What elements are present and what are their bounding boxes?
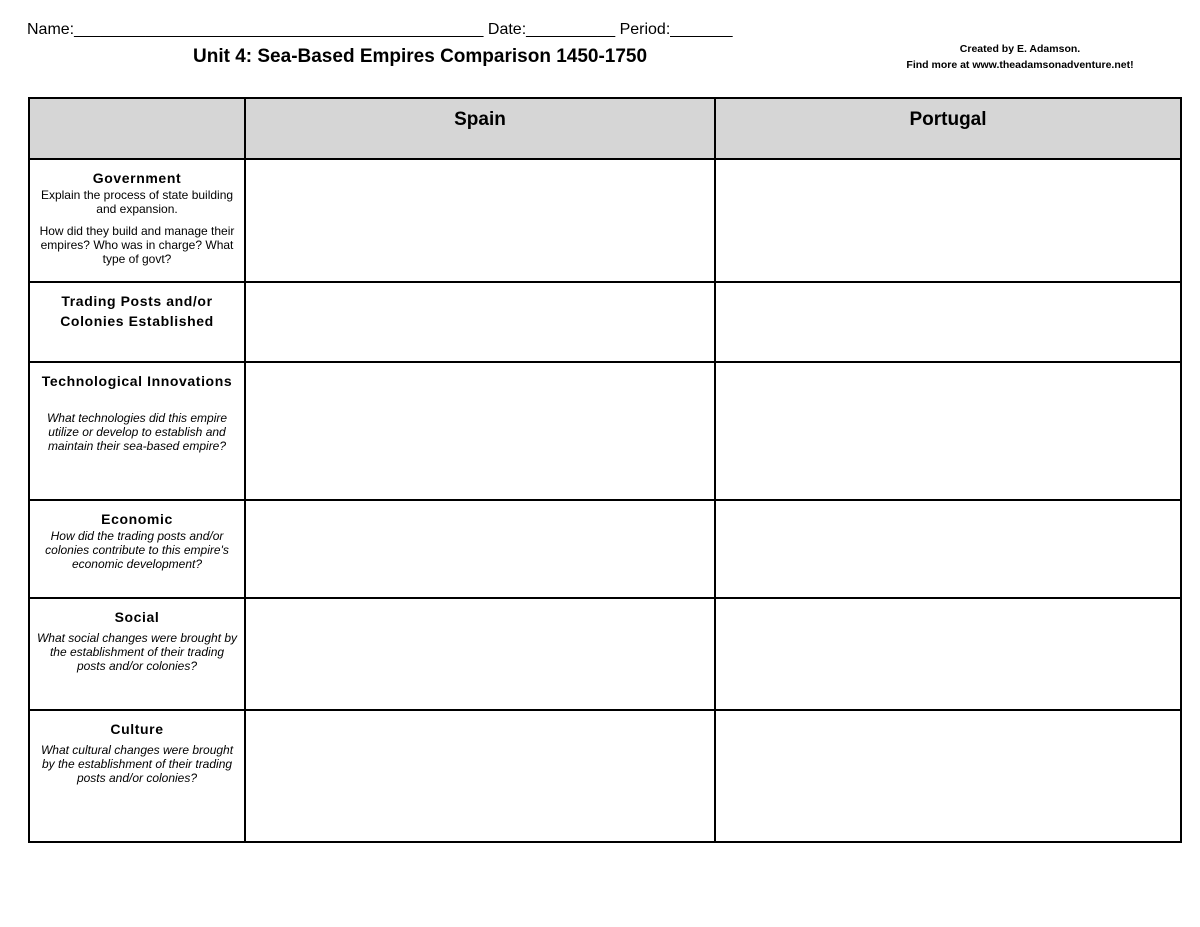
- credit-author: Created by E. Adamson.: [959, 43, 1081, 55]
- table-row-economic: [29, 500, 1181, 598]
- table-row-culture: [29, 710, 1181, 842]
- technology-questions: What technologies did this empire utilize or develop to establish and maintain their sea-based empire?: [46, 411, 228, 453]
- name-date-period-line[interactable]: Name:______________________________________________ Date:__________ Period:_______: [27, 21, 733, 38]
- row-label-government: [29, 159, 245, 282]
- category-social: Social: [114, 609, 160, 625]
- economic-questions: How did the trading posts and/or colonies contribute to this empire's economic development?: [45, 529, 229, 571]
- table-row-social: [29, 598, 1181, 710]
- cell-portugal-government[interactable]: [715, 159, 1181, 282]
- table-header-row: [29, 98, 1181, 159]
- government-questions: How did they build and manage their empires? Who was in charge? What type of govt?: [39, 224, 235, 266]
- culture-questions: What cultural changes were brought by the establishment of their trading posts and/or colonies?: [40, 743, 234, 785]
- row-label-economic: [29, 500, 245, 598]
- cell-portugal-culture[interactable]: [715, 710, 1181, 842]
- row-label-trading-posts: [29, 282, 245, 362]
- category-culture: Culture: [110, 721, 164, 737]
- category-trading-posts: Trading Posts and/or Colonies Established: [60, 293, 214, 329]
- cell-portugal-trading-posts[interactable]: [715, 282, 1181, 362]
- cell-portugal-economic[interactable]: [715, 500, 1181, 598]
- table-row-trading-posts: [29, 282, 1181, 362]
- cell-spain-government[interactable]: [245, 159, 715, 282]
- category-technology: Technological Innovations: [41, 373, 233, 389]
- category-government: Government: [92, 170, 182, 186]
- row-label-social: [29, 598, 245, 710]
- credit-block: [870, 41, 1170, 73]
- social-questions: What social changes were brought by the establishment of their trading posts and/or colonies?: [36, 631, 238, 673]
- cell-portugal-social[interactable]: [715, 598, 1181, 710]
- cell-spain-trading-posts[interactable]: [245, 282, 715, 362]
- worksheet-title: Unit 4: Sea-Based Empires Comparison 1450-1750: [193, 46, 648, 67]
- credit-website: Find more at www.theadamsonadventure.net!: [906, 59, 1134, 71]
- category-economic: Economic: [101, 511, 173, 527]
- table-row-technology: [29, 362, 1181, 500]
- cell-spain-culture[interactable]: [245, 710, 715, 842]
- row-label-technology: [29, 362, 245, 500]
- row-label-culture: [29, 710, 245, 842]
- cell-spain-technology[interactable]: [245, 362, 715, 500]
- cell-portugal-technology[interactable]: [715, 362, 1181, 500]
- cell-spain-economic[interactable]: [245, 500, 715, 598]
- header-cell-portugal: Portugal: [715, 98, 1181, 159]
- comparison-table: [28, 97, 1182, 843]
- government-description: Explain the process of state building and expansion.: [40, 188, 234, 216]
- table-row-government: [29, 159, 1181, 282]
- header-cell-blank: [29, 98, 245, 159]
- cell-spain-social[interactable]: [245, 598, 715, 710]
- header-cell-spain: Spain: [245, 98, 715, 159]
